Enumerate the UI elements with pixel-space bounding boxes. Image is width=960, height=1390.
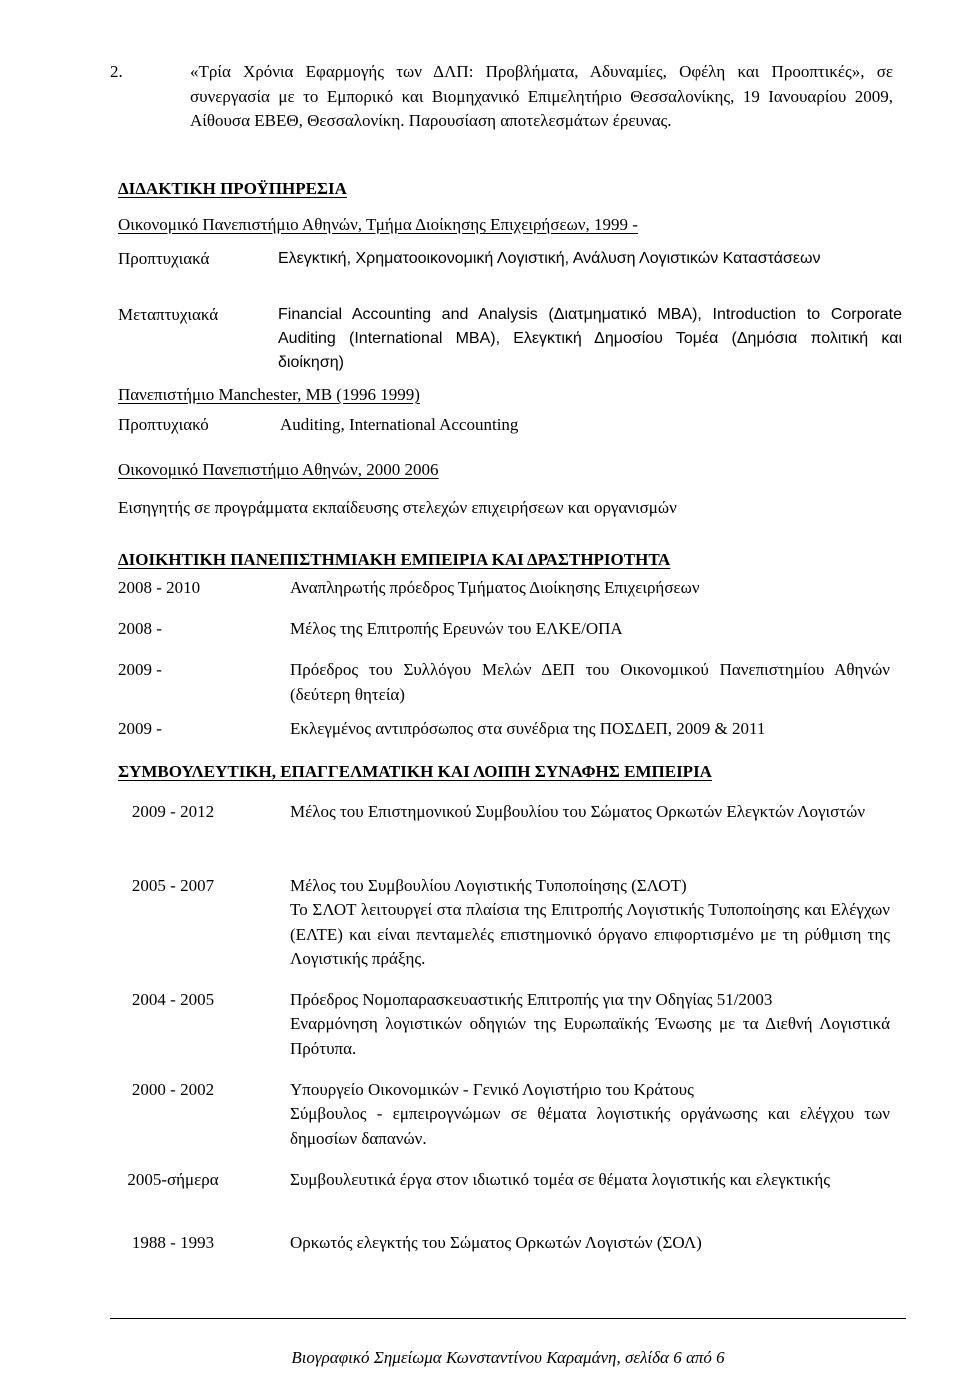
consulting-period: 1988 - 1993 bbox=[131, 1233, 215, 1252]
manchester-label: Προπτυχιακό bbox=[118, 415, 209, 434]
consulting-description: Σύμβουλος - εμπειρογνώμων σε θέματα λογιστικής οργάνωσης και ελέγχου των δημοσίων δαπανών. bbox=[290, 1104, 890, 1148]
consulting-text: Μέλος του Συμβουλίου Λογιστικής Τυποποίησης (ΣΛΟΤ) bbox=[290, 876, 687, 895]
undergrad-label: Προπτυχιακά bbox=[118, 249, 210, 268]
consulting-text: Μέλος του Επιστημονικού Συμβουλίου του Σώματος Ορκωτών Ελεγκτών Λογιστών bbox=[290, 802, 866, 821]
admin-text: Εκλεγμένος αντιπρόσωπος στα συνέδρια της ΠΟΣΔΕΠ, 2009 & 2011 bbox=[290, 719, 766, 738]
section-heading-consulting: ΣΥΜΒΟΥΛΕΥΤΙΚΗ, ΕΠΑΓΓΕΛΜΑΤΙΚΗ ΚΑΙ ΛΟΙΠΗ ΣΥΝΑΦΗΣ ΕΜΠΕΙΡΙΑ bbox=[118, 762, 712, 781]
consulting-text: Ορκωτός ελεγκτής του Σώματος Ορκωτών Λογιστών (ΣΟΛ) bbox=[290, 1233, 702, 1252]
admin-text: Μέλος της Επιτροπής Ερευνών του ΕΛΚΕ/ΟΠΑ bbox=[290, 619, 623, 638]
consulting-period: 2009 - 2012 bbox=[131, 802, 215, 821]
publication-entry: «Τρία Χρόνια Εφαρμογής των ΔΛΠ: Προβλήματα, Αδυναμίες, Οφέλη και Προοπτικές», σε συνεργασία με το Εμπορικό και Βιομηχανικό Επιμελητήριο Θεσσαλονίκης, 19 Ιανουαρίου 2009, Αίθουσα ΕΒΕΘ, Θεσσαλονίκη. Παρουσίαση αποτελεσμάτων έρευνας. bbox=[190, 62, 893, 130]
admin-period: 2009 - bbox=[118, 660, 162, 679]
consulting-description: Εναρμόνηση λογιστικών οδηγιών της Ευρωπαϊκής Ένωσης με τα Διεθνή Λογιστικά Πρότυπα. bbox=[290, 1014, 890, 1058]
manchester-courses: Auditing, International Accounting bbox=[280, 415, 519, 434]
admin-period: 2009 - bbox=[118, 719, 162, 738]
admin-period: 2008 - 2010 bbox=[118, 578, 201, 597]
consulting-text: Πρόεδρος Νομοπαρασκευαστικής Επιτροπής για την Οδηγίας 51/2003 bbox=[290, 990, 773, 1009]
consulting-period: 2004 - 2005 bbox=[131, 990, 215, 1009]
consulting-period: 2005 - 2007 bbox=[131, 876, 215, 895]
aueb2-heading: Οικονομικό Πανεπιστήμιο Αθηνών, 2000 2006 bbox=[118, 460, 439, 479]
list-item-number: 2. bbox=[110, 62, 123, 81]
manchester-heading: Πανεπιστήμιο Manchester, ΜΒ (1996 1999) bbox=[118, 385, 420, 404]
admin-text: Πρόεδρος του Συλλόγου Μελών ΔΕΠ του Οικονομικού Πανεπιστημίου Αθηνών (δεύτερη θητεία) bbox=[290, 660, 890, 704]
undergrad-courses: Ελεγκτική, Χρηματοοικονομική Λογιστική, Ανάλυση Λογιστικών Καταστάσεων bbox=[278, 250, 821, 267]
page-footer: Βιογραφικό Σημείωμα Κωνσταντίνου Καραμάνη, σελίδα 6 από 6 bbox=[291, 1348, 725, 1367]
consulting-description: Το ΣΛΟΤ λειτουργεί στα πλαίσια της Επιτροπής Λογιστικής Τυποποίησης και Ελέγχων (ΕΛΤΕ) και είναι πενταμελές επιστημονικό όργανο επιφορτισμένο με τη ρύθμιση της Λογιστικής πράξης. bbox=[290, 900, 890, 968]
consulting-period: 2000 - 2002 bbox=[131, 1080, 215, 1099]
footer-divider bbox=[110, 1318, 906, 1319]
section-heading-admin: ΔΙΟΙΚΗΤΙΚΗ ΠΑΝΕΠΙΣΤΗΜΙΑΚΗ ΕΜΠΕΙΡΙΑ ΚΑΙ ΔΡΑΣΤΗΡΙΟΤΗΤΑ bbox=[118, 550, 671, 569]
aueb2-text: Εισηγητής σε προγράμματα εκπαίδευσης στελεχών επιχειρήσεων και οργανισμών bbox=[118, 498, 677, 517]
postgrad-label: Μεταπτυχιακά bbox=[118, 305, 219, 324]
consulting-period: 2005-σήμερα bbox=[127, 1170, 219, 1189]
section-heading-teaching: ΔΙΔΑΚΤΙΚΗ ΠΡΟΫΠΗΡΕΣΙΑ bbox=[118, 179, 347, 198]
consulting-text: Συμβουλευτικά έργα στον ιδιωτικό τομέα σε θέματα λογιστικής και ελεγκτικής bbox=[290, 1170, 830, 1189]
postgrad-courses: Financial Accounting and Analysis (Διατμηματικό MBA), Introduction to Corporate Auditing (International MBA), Ελεγκτική Δημοσίου Τομέα (Δημόσια πολιτική και διοίκηση) bbox=[278, 306, 902, 371]
consulting-text: Υπουργείο Οικονομικών - Γενικό Λογιστήριο του Κράτους bbox=[290, 1080, 694, 1099]
aueb-heading: Οικονομικό Πανεπιστήμιο Αθηνών, Τμήμα Διοίκησης Επιχειρήσεων, 1999 - bbox=[118, 215, 638, 234]
admin-period: 2008 - bbox=[118, 619, 162, 638]
admin-text: Αναπληρωτής πρόεδρος Τμήματος Διοίκησης Επιχειρήσεων bbox=[290, 578, 700, 597]
